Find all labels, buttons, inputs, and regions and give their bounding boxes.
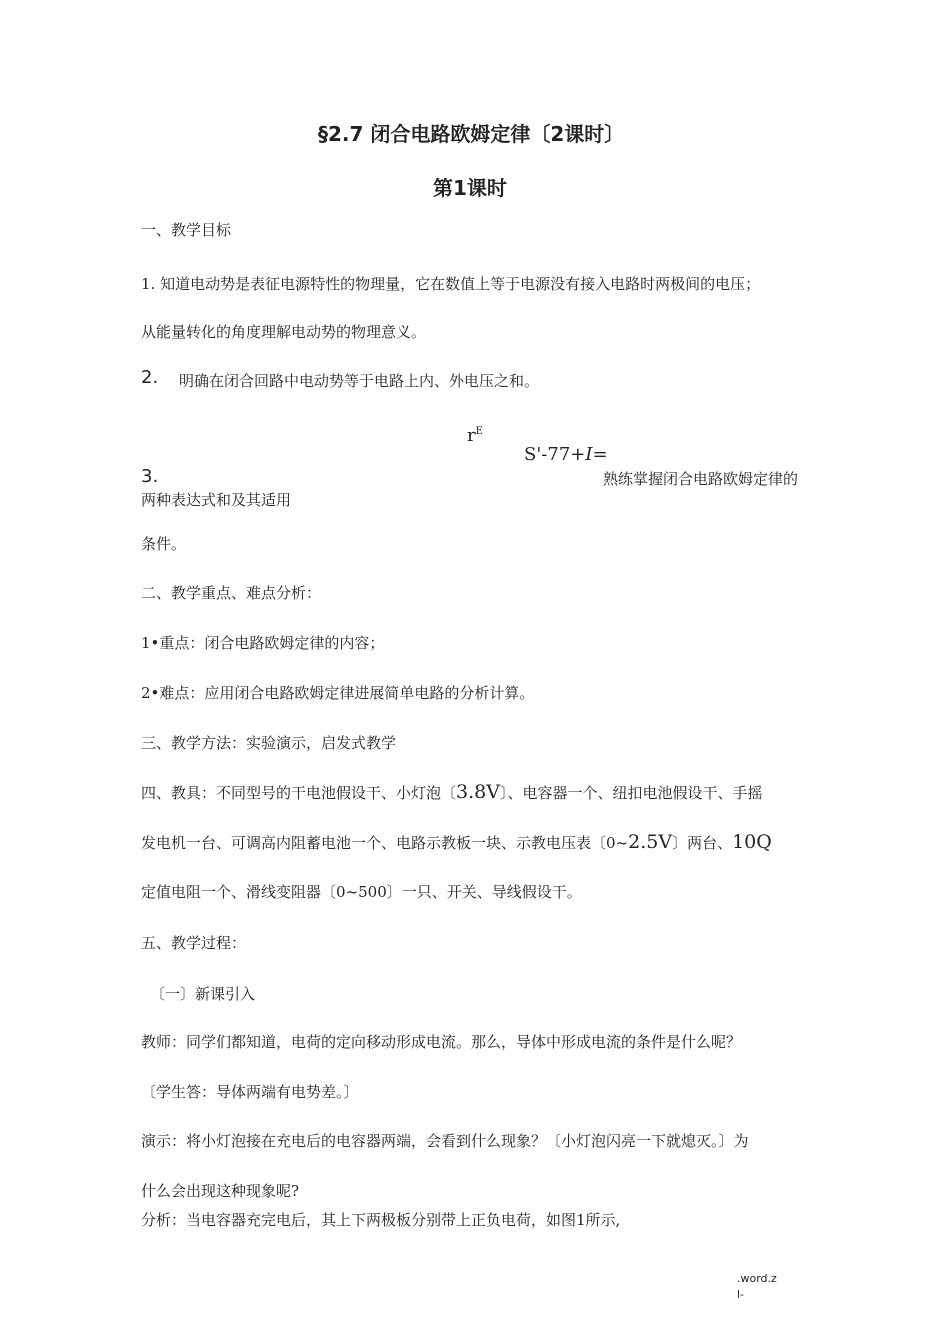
formula-r <box>467 425 483 446</box>
formula-expression <box>524 444 608 465</box>
section-teaching-process: 五、教学过程： <box>141 934 247 952</box>
goal-item-3-text-right: 熟练掌握闭合电路欧姆定律的 <box>603 470 799 488</box>
goal-item-3-number: 3. <box>141 466 159 487</box>
formula-r-symbol: r <box>467 425 476 446</box>
tools-line2-part-a: 发电机一台、可调高内阻蓄电池一个、电路示教板一块、示教电压表〔0~ <box>141 834 629 852</box>
paragraph-student-answer: 〔学生答：导体两端有电势差。〕 <box>141 1083 359 1101</box>
tools-line1-part-a: 四、教具：不同型号的干电池假设干、小灯泡〔 <box>141 784 457 802</box>
goal-item-2-number: 2. <box>141 367 159 388</box>
goal-item-3-line2: 两种表达式和及其适用 <box>141 491 292 509</box>
formula-s-part: S'-77+ <box>524 444 586 465</box>
section-heading-goals: 一、教学目标 <box>141 221 232 239</box>
paragraph-demo-line1: 演示：将小灯泡接在充电后的电容器两端，会看到什么现象？〔小灯泡闪亮一下就熄灭。〕为 <box>141 1132 749 1150</box>
tools-line2-resistance: 10Q <box>732 831 772 853</box>
section-tools-line1 <box>141 781 762 803</box>
tools-line1-voltage: 3.8V <box>456 781 500 803</box>
formula-r-superscript: E <box>475 426 483 437</box>
paragraph-demo-line2: 什么会出现这种现象呢? <box>141 1182 300 1200</box>
page-subtitle: 第1课时 <box>433 176 507 200</box>
paragraph-teacher: 教师：同学们都知道，电荷的定向移动形成电流。那么，导体中形成电流的条件是什么呢？ <box>141 1033 742 1051</box>
subsection-intro: 〔一〕新课引入 <box>150 985 256 1003</box>
goal-item-3-line3: 条件。 <box>141 535 187 553</box>
key-point-1: 1•重点：闭合电路欧姆定律的内容； <box>141 634 385 652</box>
tools-line2-part-c: 〕两台、 <box>672 834 733 852</box>
section-teaching-method: 三、教学方法：实验演示，启发式教学 <box>141 734 397 752</box>
section-heading-key-points: 二、教学重点、难点分析： <box>141 584 322 602</box>
section-tools-line3: 定值电阻一个、滑线变阻器〔0~500〕一只、开关、导线假设干。 <box>141 883 582 901</box>
section-tools-line2 <box>141 831 772 853</box>
tools-line1-part-c: 〕、电容器一个、纽扣电池假设干、手摇 <box>499 784 763 802</box>
footer-line1: .word.z <box>737 1272 777 1285</box>
paragraph-analysis: 分析：当电容器充完电后，其上下两极板分别带上正负电荷，如图1所示, <box>141 1211 621 1229</box>
formula-i-part: I <box>585 444 593 465</box>
key-point-2: 2•难点：应用闭合电路欧姆定律进展简单电路的分析计算。 <box>141 684 535 702</box>
goal-item-2-text: 明确在闭合回路中电动势等于电路上内、外电压之和。 <box>179 372 540 390</box>
page-title: §2.7 闭合电路欧姆定律〔2课时〕 <box>318 122 625 146</box>
formula-eq-part: = <box>592 444 608 465</box>
goal-item-1-line1: 1. 知道电动势是表征电源特性的物理量，它在数值上等于电源没有接入电路时两极间的电压； <box>141 275 761 293</box>
goal-item-1-line2: 从能量转化的角度理解电动势的物理意义。 <box>141 323 427 341</box>
tools-line2-voltage: 2.5V <box>628 831 673 853</box>
footer-line2: l- <box>737 1288 745 1301</box>
